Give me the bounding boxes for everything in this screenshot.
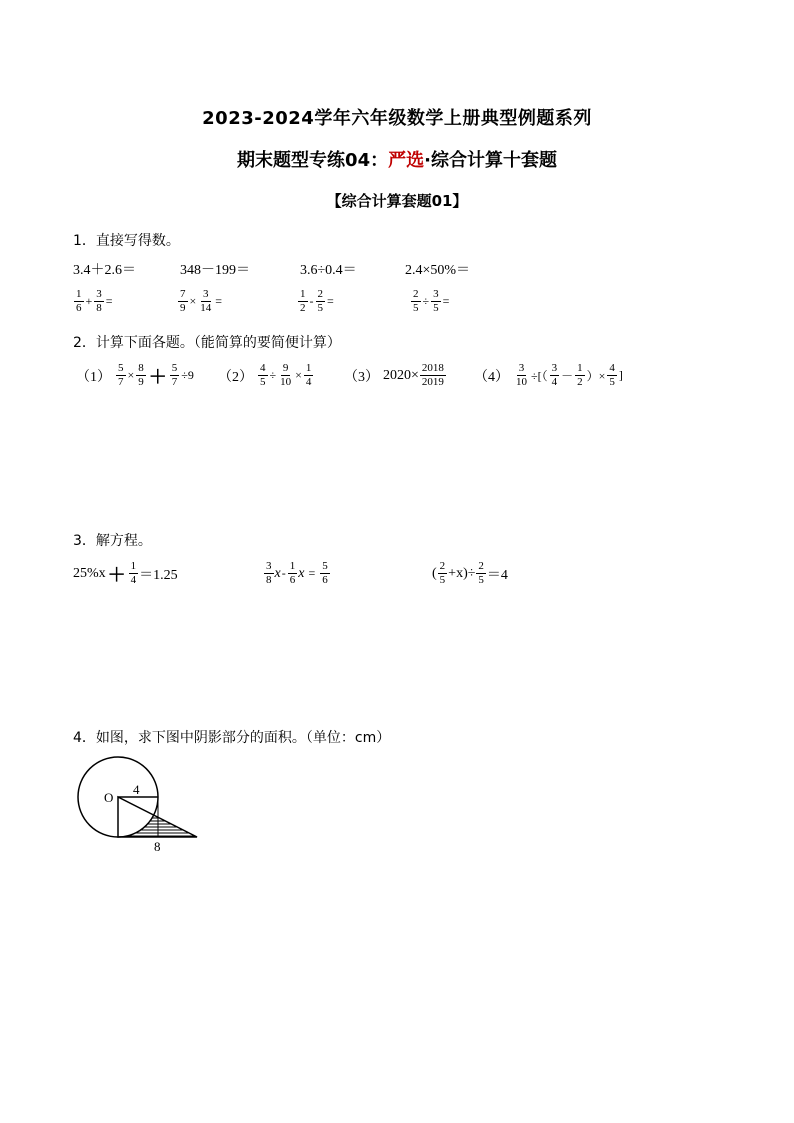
q2-problem-4: （4） $\frac{3}{10}$ ÷[（ $\frac{3}{4}$ － $\frac{1}{2}$ ）× $\frac{4}{5}$ ] [474, 362, 623, 388]
q1-item-6: $\frac{7}{9}$ × $\frac{3}{14}$ = [180, 288, 223, 314]
center-label: O [104, 790, 114, 805]
subtitle-highlight: 严选 [388, 150, 425, 171]
q2-problem-3: （3） 2020× $\frac{2018}{2019}$ [344, 362, 444, 388]
q3-label: 3．解方程。 [73, 533, 152, 549]
q2-problem-2: （2） $\frac{4}{5}$ ÷ $\frac{9}{10}$ × $\frac{1}{4}$ [218, 362, 312, 388]
q3-equation-3: ( $\frac{2}{5}$ +x)÷ $\frac{2}{5}$ ＝4 [432, 560, 508, 586]
radius-label: 4 [133, 782, 140, 797]
q4-label: 4．如图，求下图中阴影部分的面积。（单位：cm） [73, 730, 391, 746]
set-title: 【综合计算套题01】 [326, 192, 468, 210]
page-title: 2023-2024学年六年级数学上册典型例题系列 [202, 108, 592, 129]
base-label: 8 [154, 839, 161, 854]
q1-item-1: 3.4＋2.6＝ [73, 263, 136, 278]
circle-triangle-figure [70, 755, 210, 855]
subtitle-suffix: ·综合计算十套题 [424, 150, 557, 171]
q1-item-8: $\frac{2}{5}$ ÷ $\frac{3}{5}$ = [413, 288, 450, 314]
subtitle-prefix: 期末题型专练04： [237, 150, 389, 171]
q1-item-3: 3.6÷0.4＝ [300, 263, 357, 278]
q2-label: 2．计算下面各题。（能简算的要简便计算） [73, 335, 341, 351]
q1-item-5: $\frac{1}{6}$ + $\frac{3}{8}$ = [76, 288, 113, 314]
q1-label: 1．直接写得数。 [73, 233, 180, 249]
page-subtitle [0, 146, 794, 172]
q1-item-7: $\frac{1}{2}$ - $\frac{2}{5}$ = [300, 288, 334, 314]
q3-equation-1: 25%x ＋ $\frac{1}{4}$ ＝1.25 [73, 560, 178, 586]
q3-equation-2: $\frac{3}{8}$ x - $\frac{1}{6}$ x = $\frac{5}{6}$ [266, 560, 328, 586]
q2-problem-1: （1） $\frac{5}{7}$ × $\frac{8}{9}$ ＋ $\frac{5}{7}$ ÷9 [76, 362, 194, 388]
q1-item-2: 348－199＝ [180, 263, 250, 278]
q1-item-4: 2.4×50%＝ [405, 263, 471, 278]
